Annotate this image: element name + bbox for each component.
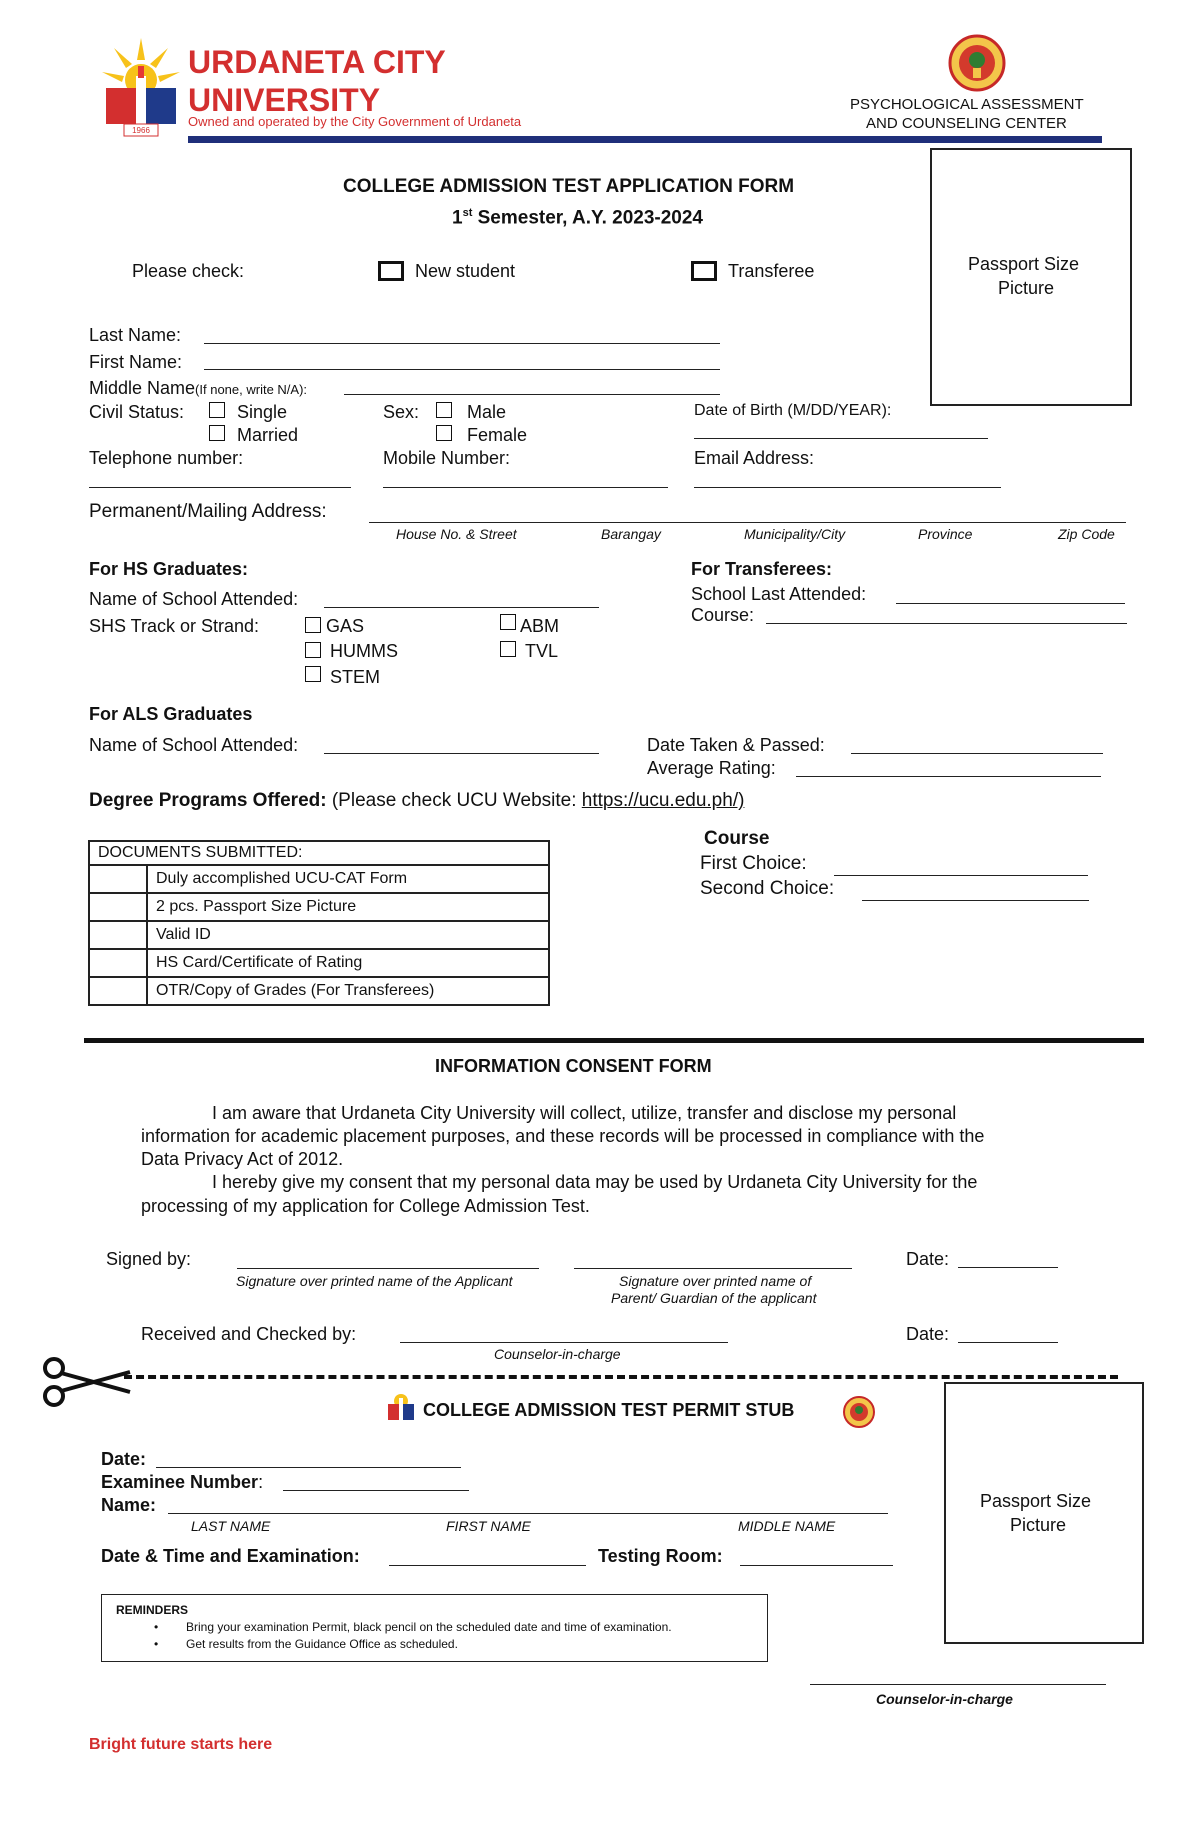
course-heading: Course <box>704 828 770 849</box>
table-row <box>89 865 549 893</box>
parent-signature-caption-1: Signature over printed name of <box>619 1273 812 1289</box>
stub-photo-label-2: Picture <box>1010 1515 1067 1535</box>
stub-name-field[interactable] <box>168 1513 888 1514</box>
stub-title: COLLEGE ADMISSION TEST PERMIT STUB <box>423 1400 795 1420</box>
stub-caption-middle-name: MIDDLE NAME <box>738 1518 836 1534</box>
reminder-bullet-1: • <box>154 1620 159 1634</box>
consent-date-label: Date: <box>906 1249 950 1269</box>
ucu-website-link[interactable]: https://ucu.edu.ph/) <box>581 790 745 811</box>
reminder-bullet-2: • <box>154 1637 159 1651</box>
document-item: Valid ID <box>147 921 549 949</box>
stub-examinee-label <box>101 1471 263 1493</box>
stub-caption-last-name: LAST NAME <box>191 1518 271 1534</box>
als-graduates-heading: For ALS Graduates <box>89 704 253 724</box>
first-name-field[interactable] <box>204 369 720 370</box>
table-row <box>89 949 549 977</box>
new-student-checkbox[interactable] <box>378 261 404 281</box>
stub-caption-first-name: FIRST NAME <box>446 1518 531 1534</box>
middle-name-field[interactable] <box>344 394 720 395</box>
stub-photo-label-1: Passport Size <box>980 1491 1092 1511</box>
strand-abm-label: ABM <box>520 616 560 636</box>
semester-suffix: st <box>462 207 473 219</box>
please-check-label: Please check: <box>132 261 245 281</box>
documents-table <box>88 840 550 1006</box>
last-name-field[interactable] <box>204 343 720 344</box>
parent-signature-caption-2: Parent/ Guardian of the applicant <box>611 1290 817 1306</box>
mobile-field[interactable] <box>383 487 668 488</box>
strand-humms-checkbox[interactable] <box>305 642 321 658</box>
strand-gas-label: GAS <box>326 616 365 636</box>
documents-heading: DOCUMENTS SUBMITTED: <box>89 841 549 865</box>
strand-tvl-label: TVL <box>525 641 559 661</box>
married-label: Married <box>237 425 299 445</box>
shs-track-label: SHS Track or Strand: <box>89 616 260 636</box>
document-item: OTR/Copy of Grades (For Transferees) <box>147 977 549 1005</box>
second-choice-label: Second Choice: <box>700 878 835 899</box>
counselor-caption: Counselor-in-charge <box>494 1346 621 1362</box>
strand-gas-checkbox[interactable] <box>305 617 321 633</box>
stub-date-field[interactable] <box>156 1467 461 1468</box>
semester-number: 1 <box>452 207 463 229</box>
first-choice-label: First Choice: <box>700 853 807 874</box>
email-label: Email Address: <box>694 448 815 468</box>
section-divider <box>84 1038 1144 1043</box>
female-label: Female <box>467 425 528 445</box>
document-item: 2 pcs. Passport Size Picture <box>147 893 549 921</box>
degree-programs-label: Degree Programs Offered: <box>89 790 327 811</box>
degree-programs-note: (Please check UCU Website: <box>326 790 582 811</box>
married-checkbox[interactable] <box>209 425 225 441</box>
header-rule <box>188 136 1102 143</box>
stub-center-seal <box>842 1395 876 1429</box>
email-field[interactable] <box>694 487 1001 488</box>
transferee-course-field[interactable] <box>766 623 1127 624</box>
reminders-heading: REMINDERS <box>116 1603 189 1617</box>
counselor-signature-field[interactable] <box>400 1342 728 1343</box>
stub-ucu-logo <box>386 1392 416 1424</box>
ucu-logo <box>100 38 182 138</box>
hs-graduates-heading: For HS Graduates: <box>89 559 249 579</box>
middle-name-note: (If none, write N/A): <box>195 382 308 397</box>
consent-paragraph-1-line1: I am aware that Urdaneta City University will collect, utilize, transfer and disclose my personal <box>212 1103 957 1123</box>
female-checkbox[interactable] <box>436 425 452 441</box>
address-caption-barangay: Barangay <box>601 526 661 542</box>
document-check-cell[interactable] <box>89 949 147 977</box>
document-check-cell[interactable] <box>89 893 147 921</box>
stub-examinee-field[interactable] <box>283 1490 469 1491</box>
reminder-item-2: Get results from the Guidance Office as scheduled. <box>186 1637 458 1651</box>
hs-school-field[interactable] <box>324 607 599 608</box>
address-caption-street: House No. & Street <box>396 526 517 542</box>
university-name-line2: UNIVERSITY <box>188 82 381 118</box>
parent-signature-field[interactable] <box>574 1268 852 1269</box>
stub-room-field[interactable] <box>740 1565 893 1566</box>
second-choice-field[interactable] <box>862 900 1089 901</box>
document-item: Duly accomplished UCU-CAT Form <box>147 865 549 893</box>
center-name-line1: PSYCHOLOGICAL ASSESSMENT <box>850 96 1084 113</box>
als-rating-field[interactable] <box>796 776 1101 777</box>
strand-tvl-checkbox[interactable] <box>500 641 516 657</box>
university-tagline: Owned and operated by the City Government of Urdaneta <box>188 114 522 129</box>
counseling-center-seal <box>948 34 1006 92</box>
applicant-signature-field[interactable] <box>237 1268 539 1269</box>
hs-school-label: Name of School Attended: <box>89 589 299 609</box>
footer-slogan: Bright future starts here <box>89 1736 273 1753</box>
document-check-cell[interactable] <box>89 977 147 1005</box>
consent-title: INFORMATION CONSENT FORM <box>435 1056 712 1076</box>
received-date-field[interactable] <box>958 1342 1058 1343</box>
telephone-field[interactable] <box>89 487 351 488</box>
table-row <box>89 977 549 1005</box>
single-checkbox[interactable] <box>209 402 225 418</box>
last-name-label: Last Name: <box>89 325 182 345</box>
consent-paragraph-2-line2: processing of my application for College Admission Test. <box>141 1196 590 1216</box>
table-row <box>89 921 549 949</box>
strand-stem-checkbox[interactable] <box>305 666 321 682</box>
middle-name-text: Middle Name <box>89 378 196 398</box>
semester-text: Semester, A.Y. 2023-2024 <box>472 207 703 229</box>
document-check-cell[interactable] <box>89 865 147 893</box>
received-date-label: Date: <box>906 1324 950 1344</box>
consent-date-field[interactable] <box>958 1267 1058 1268</box>
stub-passport-photo-box <box>944 1382 1144 1644</box>
passport-photo-label-1: Passport Size <box>968 254 1080 274</box>
table-row <box>89 893 549 921</box>
address-field[interactable] <box>369 522 1126 523</box>
sex-label: Sex: <box>383 402 420 422</box>
university-name-line1: URDANETA CITY <box>188 44 446 80</box>
transferee-course-label: Course: <box>691 605 755 625</box>
examinee-number-colon: : <box>258 1472 264 1492</box>
als-date-label: Date Taken & Passed: <box>647 735 825 755</box>
date-of-birth-label: Date of Birth (M/DD/YEAR): <box>694 402 892 419</box>
consent-paragraph-2-line1: I hereby give my consent that my personal data may be used by Urdaneta City University for the <box>212 1172 978 1192</box>
middle-name-label <box>89 377 307 401</box>
transferees-heading: For Transferees: <box>691 559 833 579</box>
als-date-field[interactable] <box>851 753 1103 754</box>
strand-humms-label: HUMMS <box>330 641 398 661</box>
passport-photo-label-2: Picture <box>998 278 1055 298</box>
consent-paragraph-1-line2: information for academic placement purposes, and these records will be processed in compliance with the <box>141 1126 985 1146</box>
transferee-label: Transferee <box>728 261 815 281</box>
new-student-label: New student <box>415 261 516 281</box>
reminders-box <box>101 1594 768 1662</box>
stub-datetime-label: Date & Time and Examination: <box>101 1546 360 1566</box>
consent-paragraph-1-line3: Data Privacy Act of 2012. <box>141 1149 344 1169</box>
mobile-label: Mobile Number: <box>383 448 511 468</box>
stub-name-label: Name: <box>101 1495 157 1515</box>
strand-abm-checkbox[interactable] <box>500 614 516 630</box>
first-choice-field[interactable] <box>834 875 1088 876</box>
transferee-checkbox[interactable] <box>691 261 717 281</box>
applicant-signature-caption: Signature over printed name of the Applicant <box>236 1273 513 1289</box>
form-semester <box>452 202 703 229</box>
als-school-field[interactable] <box>324 753 599 754</box>
telephone-label: Telephone number: <box>89 448 244 468</box>
male-checkbox[interactable] <box>436 402 452 418</box>
received-by-label: Received and Checked by: <box>141 1324 357 1344</box>
als-rating-label: Average Rating: <box>647 758 776 778</box>
examinee-number-text: Examinee Number <box>101 1472 259 1492</box>
als-school-label: Name of School Attended: <box>89 735 299 755</box>
male-label: Male <box>467 402 507 422</box>
transferee-school-field[interactable] <box>896 603 1125 604</box>
document-check-cell[interactable] <box>89 921 147 949</box>
date-of-birth-field[interactable] <box>694 438 988 439</box>
stub-counselor-caption: Counselor-in-charge <box>876 1691 1013 1707</box>
stub-datetime-field[interactable] <box>389 1565 586 1566</box>
stub-date-label: Date: <box>101 1449 147 1469</box>
address-caption-province: Province <box>918 526 973 542</box>
transferee-school-label: School Last Attended: <box>691 584 867 604</box>
degree-programs-line <box>89 790 744 812</box>
address-label: Permanent/Mailing Address: <box>89 501 327 522</box>
form-title: COLLEGE ADMISSION TEST APPLICATION FORM <box>343 176 795 197</box>
scissors-icon <box>40 1356 132 1408</box>
stub-counselor-signature-field[interactable] <box>810 1684 1106 1685</box>
logo-year: 1966 <box>132 126 150 135</box>
reminder-item-1: Bring your examination Permit, black pencil on the scheduled date and time of examination. <box>186 1620 672 1634</box>
strand-stem-label: STEM <box>330 667 381 687</box>
first-name-label: First Name: <box>89 352 183 372</box>
address-caption-city: Municipality/City <box>744 526 846 542</box>
signed-by-label: Signed by: <box>106 1249 192 1269</box>
address-caption-zip: Zip Code <box>1058 526 1115 542</box>
stub-room-label: Testing Room: <box>598 1546 723 1566</box>
document-item: HS Card/Certificate of Rating <box>147 949 549 977</box>
cut-line <box>124 1375 1118 1379</box>
center-name-line2: AND COUNSELING CENTER <box>866 115 1067 132</box>
single-label: Single <box>237 402 288 422</box>
civil-status-label: Civil Status: <box>89 402 185 422</box>
documents-header-row <box>89 841 549 865</box>
